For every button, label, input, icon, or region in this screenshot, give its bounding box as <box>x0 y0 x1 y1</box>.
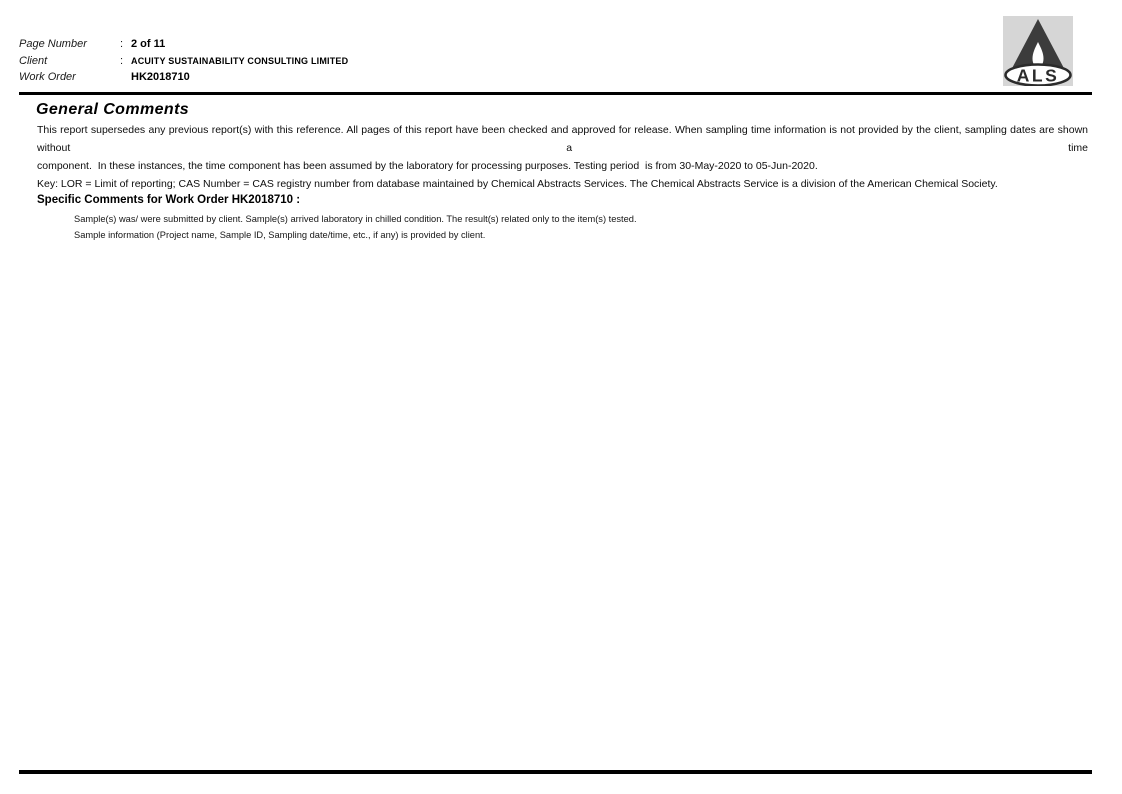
als-logo-text: ALS <box>1016 65 1060 86</box>
als-logo <box>1003 16 1073 86</box>
specific-comments-heading: Specific Comments for Work Order HK2018710 : <box>37 194 301 206</box>
header-row-work-order <box>19 69 348 86</box>
paragraph-line: This report supersedes any previous report(s) with this reference. All pages of this report have been checked and approved for release. When sampling time information is not provided by the client, sampling dates are shown without a time <box>37 124 1091 154</box>
page-number-separator: : <box>120 38 124 50</box>
specific-comment-line: Sample(s) was/ were submitted by client. Sample(s) arrived laboratory in chilled condition. The result(s) related only to the item(s) tested. <box>74 214 637 224</box>
bottom-rule <box>19 770 1092 774</box>
paragraph-line: Key: LOR = Limit of reporting; CAS Number = CAS registry number from database maintained by Chemical Abstracts Services. The Chemical Abstracts Service is a division of the American Chemical Society. <box>37 178 998 190</box>
specific-comment-line: Sample information (Project name, Sample ID, Sampling date/time, etc., if any) is provided by client. <box>74 230 486 241</box>
als-logo-icon <box>1003 16 1073 86</box>
report-header <box>19 36 348 86</box>
general-comments-paragraph <box>37 121 1091 193</box>
client-label: Client <box>19 54 48 67</box>
paragraph-line: component. In these instances, the time component has been assumed by the laboratory for processing purposes. Testing period is from 30-May-2020 to 05-Jun-2020. <box>37 160 818 172</box>
specific-comments-body <box>74 211 637 244</box>
page-number-value: 2 of 11 <box>131 38 166 50</box>
client-value: ACUITY SUSTAINABILITY CONSULTING LIMITED <box>131 55 349 66</box>
work-order-value: HK2018710 <box>131 71 190 83</box>
page-number-label: Page Number <box>19 38 87 50</box>
client-separator: : <box>120 54 124 67</box>
header-row-client <box>19 53 348 70</box>
general-comments-heading: General Comments <box>36 101 190 118</box>
header-row-page-number <box>19 36 348 53</box>
work-order-label: Work Order <box>19 71 76 83</box>
top-rule <box>19 92 1092 95</box>
